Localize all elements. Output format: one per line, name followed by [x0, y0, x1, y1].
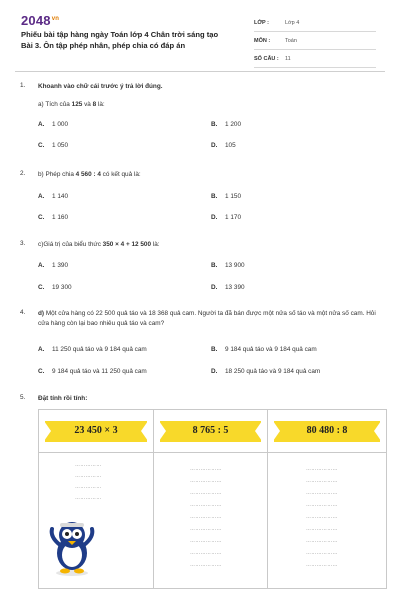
answer-line[interactable]: ……………	[75, 484, 102, 490]
answer-line[interactable]: ……………	[75, 473, 102, 479]
option-letter: C.	[38, 284, 45, 291]
question-number: 5.	[20, 394, 26, 401]
answer-option[interactable]	[211, 121, 241, 128]
question-number: 3.	[20, 240, 26, 247]
answer-option[interactable]	[38, 346, 147, 353]
prompt-operand: 8	[92, 101, 97, 108]
penguin-mascot-image	[46, 515, 98, 577]
meta-value: Lớp 4	[285, 19, 300, 26]
answer-line[interactable]: ………………	[306, 538, 338, 544]
answer-line[interactable]: ………………	[190, 490, 222, 496]
worksheet-title: Phiếu bài tập hàng ngày Toán lớp 4 Chân trời sáng tạo Bài 3. Ôn tập phép nhân, phép chia có đáp án	[21, 30, 219, 50]
option-letter: C.	[38, 214, 45, 221]
question-text	[38, 100, 383, 110]
option-text: 1 140	[52, 193, 68, 200]
answer-option[interactable]	[38, 368, 147, 375]
option-letter: D.	[211, 214, 218, 221]
answer-line[interactable]: ………………	[306, 478, 338, 484]
prompt-text: có kết quả là:	[100, 171, 141, 178]
calc-expression: 23 450 × 3	[74, 425, 118, 436]
site-logo[interactable]	[21, 13, 59, 28]
logo-text: 2048	[21, 13, 51, 28]
option-text: 1 050	[52, 142, 68, 149]
answer-line[interactable]: ………………	[306, 514, 338, 520]
option-text: 9 184 quả táo và 11 250 quả cam	[52, 368, 147, 375]
answer-option[interactable]	[38, 214, 68, 221]
answer-option[interactable]	[38, 142, 68, 149]
meta-label: SỐ CÂU :	[254, 55, 279, 62]
option-letter: D.	[211, 142, 218, 149]
calc-expression: 8 765 : 5	[192, 425, 229, 436]
meta-value: Toán	[285, 37, 297, 44]
answer-line[interactable]: ………………	[306, 562, 338, 568]
meta-label: LỚP :	[254, 19, 269, 26]
question-text	[38, 309, 383, 329]
question-number: 4.	[20, 309, 26, 316]
prompt-text: Một cửa hàng có 22 500 quả táo và 18 368 quả cam. Người ta đã bán được một nửa số táo và một nửa số cam. Hỏi cửa hàng còn lại bao nhiêu quả táo và cam?	[38, 310, 376, 327]
option-text: 1 150	[225, 193, 241, 200]
option-text: 1 170	[225, 214, 241, 221]
answer-option[interactable]	[211, 142, 236, 149]
option-text: 9 184 quả táo và 9 184 quả cam	[225, 346, 317, 353]
calc-column-3	[268, 410, 386, 588]
option-letter: A.	[38, 262, 45, 269]
prompt-expression: 4 560 : 4	[75, 171, 101, 178]
answer-option[interactable]	[211, 214, 241, 221]
meta-label: MÔN :	[254, 37, 271, 44]
prompt-operand: 125	[71, 101, 83, 108]
header-divider	[15, 71, 385, 72]
option-text: 105	[225, 142, 236, 149]
answer-line[interactable]: ………………	[306, 550, 338, 556]
answer-option[interactable]	[38, 193, 68, 200]
answer-line[interactable]: ………………	[190, 478, 222, 484]
prompt-label: d)	[38, 310, 45, 317]
answer-option[interactable]	[38, 284, 72, 291]
answer-option[interactable]	[211, 262, 245, 269]
calc-banner	[274, 421, 380, 442]
answer-option[interactable]	[38, 262, 68, 269]
answer-line[interactable]: ………………	[306, 526, 338, 532]
question-instruction: Đặt tính rồi tính:	[38, 395, 88, 402]
answer-line[interactable]: ………………	[190, 514, 222, 520]
worksheet-meta	[254, 14, 376, 68]
question-instruction: Khoanh vào chữ cái trước ý trả lời đúng.	[38, 83, 163, 90]
calc-banner	[45, 421, 147, 442]
option-text: 13 390	[225, 284, 245, 291]
question-text	[38, 170, 383, 180]
answer-line[interactable]: ………………	[306, 502, 338, 508]
logo-suffix: vn	[51, 15, 60, 22]
option-letter: A.	[38, 193, 45, 200]
meta-row-count	[254, 50, 376, 68]
answer-line[interactable]: ………………	[190, 562, 222, 568]
option-letter: A.	[38, 121, 45, 128]
answer-line[interactable]: ………………	[190, 502, 222, 508]
answer-option[interactable]	[211, 346, 317, 353]
answer-line[interactable]: ………………	[306, 466, 338, 472]
option-text: 1 200	[225, 121, 241, 128]
calc-divider	[39, 452, 153, 453]
answer-line[interactable]: ………………	[190, 466, 222, 472]
prompt-expression: 350 × 4 + 12 500	[102, 241, 152, 248]
option-letter: B.	[211, 262, 218, 269]
prompt-text: a) Tích của	[38, 101, 72, 108]
meta-row-subject	[254, 32, 376, 50]
option-letter: D.	[211, 368, 218, 375]
prompt-text: b) Phép chia	[38, 171, 76, 178]
prompt-text: là:	[151, 241, 160, 248]
option-letter: B.	[211, 346, 218, 353]
calc-expression: 80 480 : 8	[306, 425, 348, 436]
answer-line[interactable]: ………………	[190, 526, 222, 532]
answer-line[interactable]: ……………	[75, 462, 102, 468]
calc-divider	[154, 452, 267, 453]
worksheet-header	[0, 0, 400, 66]
answer-line[interactable]: ………………	[190, 538, 222, 544]
answer-option[interactable]	[211, 284, 245, 291]
question-number: 1.	[20, 82, 26, 89]
prompt-text: và	[82, 101, 93, 108]
option-letter: D.	[211, 284, 218, 291]
meta-value: 11	[285, 55, 291, 62]
option-letter: A.	[38, 346, 45, 353]
option-text: 1 390	[52, 262, 68, 269]
prompt-text: là:	[96, 101, 105, 108]
option-text: 18 250 quả táo và 9 184 quả cam	[225, 368, 321, 375]
option-text: 1 160	[52, 214, 68, 221]
calc-banner	[160, 421, 261, 442]
answer-option[interactable]	[211, 193, 241, 200]
question-number: 2.	[20, 170, 26, 177]
option-letter: B.	[211, 193, 218, 200]
option-letter: C.	[38, 368, 45, 375]
option-letter: C.	[38, 142, 45, 149]
option-text: 19 300	[52, 284, 72, 291]
option-text: 11 250 quả táo và 9 184 quả cam	[52, 346, 147, 353]
meta-row-class	[254, 14, 376, 32]
calc-column-2	[154, 410, 268, 588]
option-text: 13 900	[225, 262, 245, 269]
option-letter: B.	[211, 121, 218, 128]
prompt-text: c)Giá trị của biểu thức	[38, 241, 103, 248]
answer-option[interactable]	[211, 368, 320, 375]
answer-line[interactable]: ……………	[75, 495, 102, 501]
answer-line[interactable]: ………………	[190, 550, 222, 556]
question-text	[38, 240, 383, 250]
answer-line[interactable]: ………………	[306, 490, 338, 496]
calc-divider	[268, 452, 386, 453]
option-text: 1 000	[52, 121, 68, 128]
answer-option[interactable]	[38, 121, 68, 128]
